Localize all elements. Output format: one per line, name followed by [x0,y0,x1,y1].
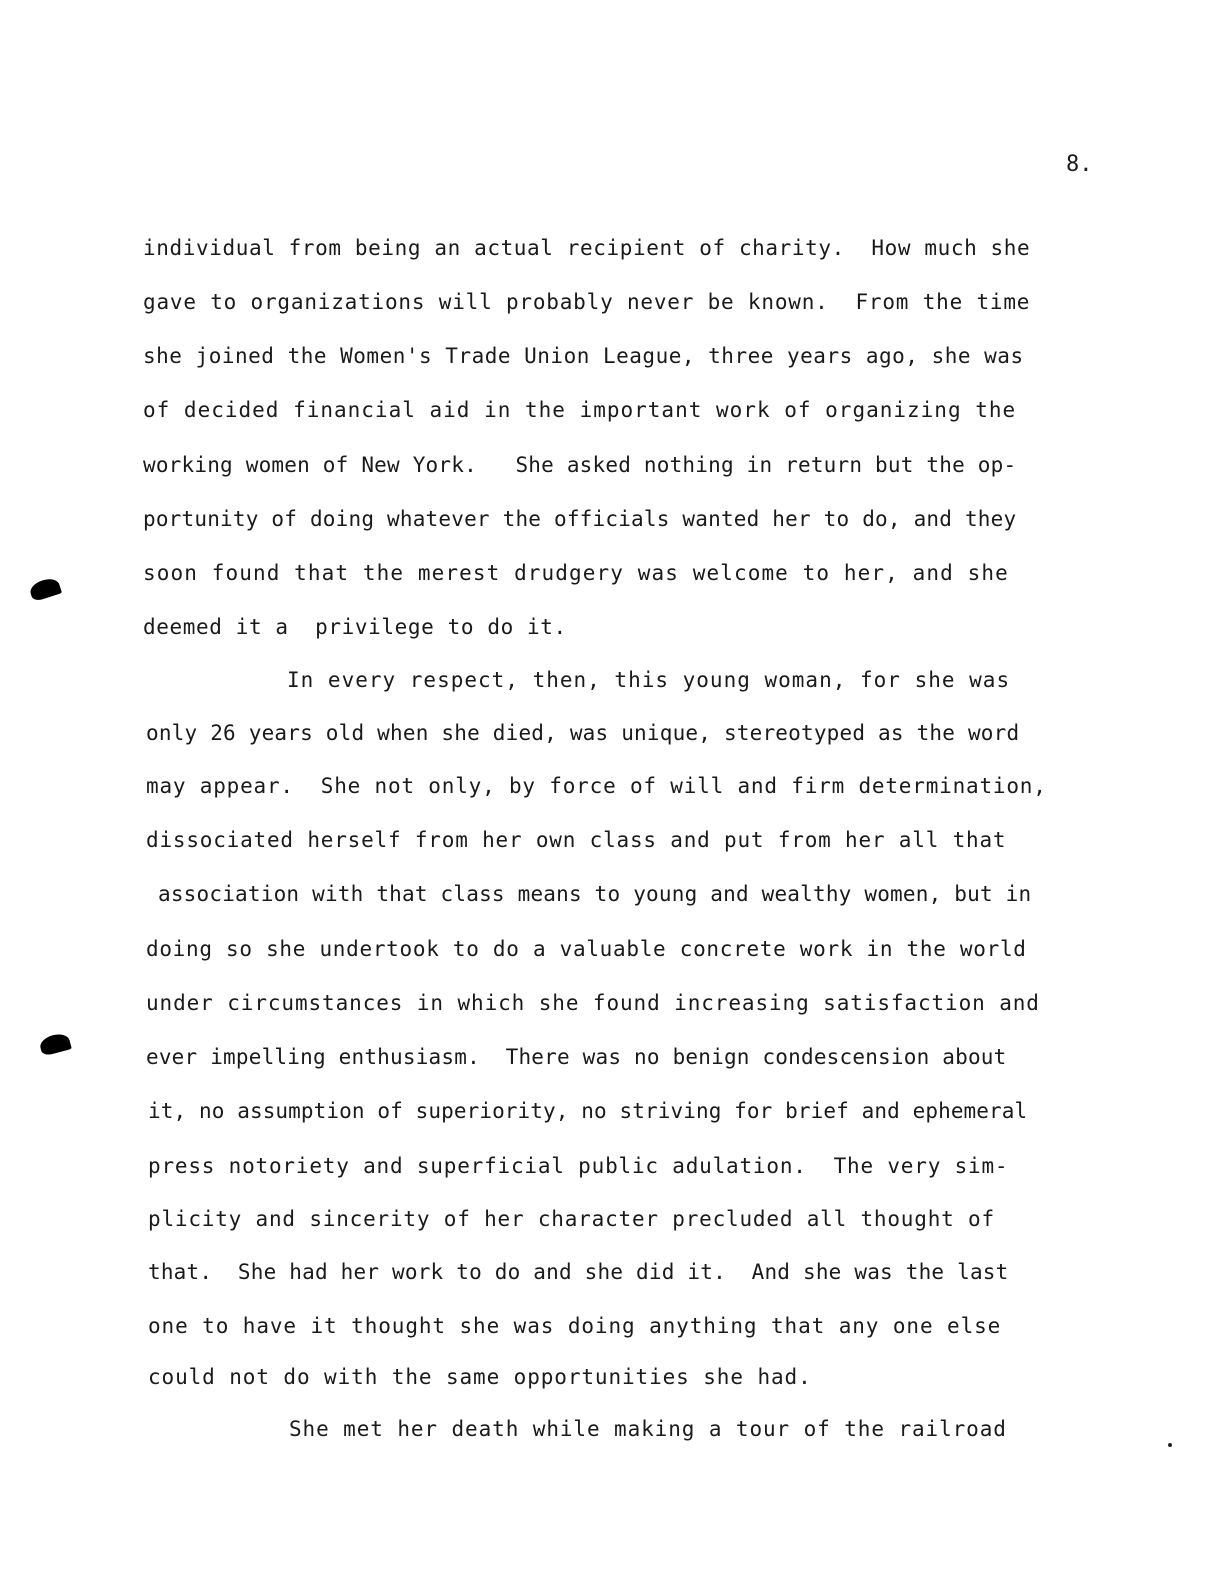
text-line: She met her death while making a tour of the railroad [289,1417,1007,1441]
text-line: it, no assumption of superiority, no striving for brief and ephemeral [148,1099,1028,1123]
text-line: of decided financial aid in the important work of organizing the [143,398,1017,422]
text-line: association with that class means to young and wealthy women, but in [158,882,1032,906]
hole-punch-mark [38,1031,72,1056]
text-line: that. She had her work to do and she did it. And she was the last [148,1260,1009,1284]
text-line: deemed it a privilege to do it. [143,615,567,639]
text-line: portunity of doing whatever the officials wanted her to do, and they [143,507,1017,531]
text-line: soon found that the merest drudgery was welcome to her, and she [143,561,1009,585]
text-line: could not do with the same opportunities she had. [148,1365,812,1389]
text-line: In every respect, then, this young woman, for she was [287,668,1011,692]
text-line: under circumstances in which she found increasing satisfaction and [146,991,1040,1015]
text-line: working women of New York. She asked nothing in return but the op- [143,453,1017,477]
text-line: doing so she undertook to do a valuable concrete work in the world [146,937,1027,961]
text-line: only 26 years old when she died, was unique, stereotyped as the word [146,721,1020,745]
text-line: she joined the Women's Trade Union League, three years ago, she was [143,344,1024,368]
hole-punch-mark [28,576,62,602]
text-line: ever impelling enthusiasm. There was no benign condescension about [146,1045,1007,1069]
text-line: gave to organizations will probably never be known. From the time [143,290,1031,314]
text-line: dissociated herself from her own class and put from her all that [146,828,1007,852]
ink-speck [1168,1443,1172,1447]
text-line: may appear. She not only, by force of will and firm determination, [146,774,1047,798]
text-line: one to have it thought she was doing anything that any one else [148,1314,1002,1338]
text-line: plicity and sincerity of her character precluded all thought of [148,1207,995,1231]
text-line: press notoriety and superficial public adulation. The very sim- [148,1154,1009,1178]
text-line: individual from being an actual recipient of charity. How much she [143,236,1031,260]
page-number: 8. [1066,152,1093,177]
